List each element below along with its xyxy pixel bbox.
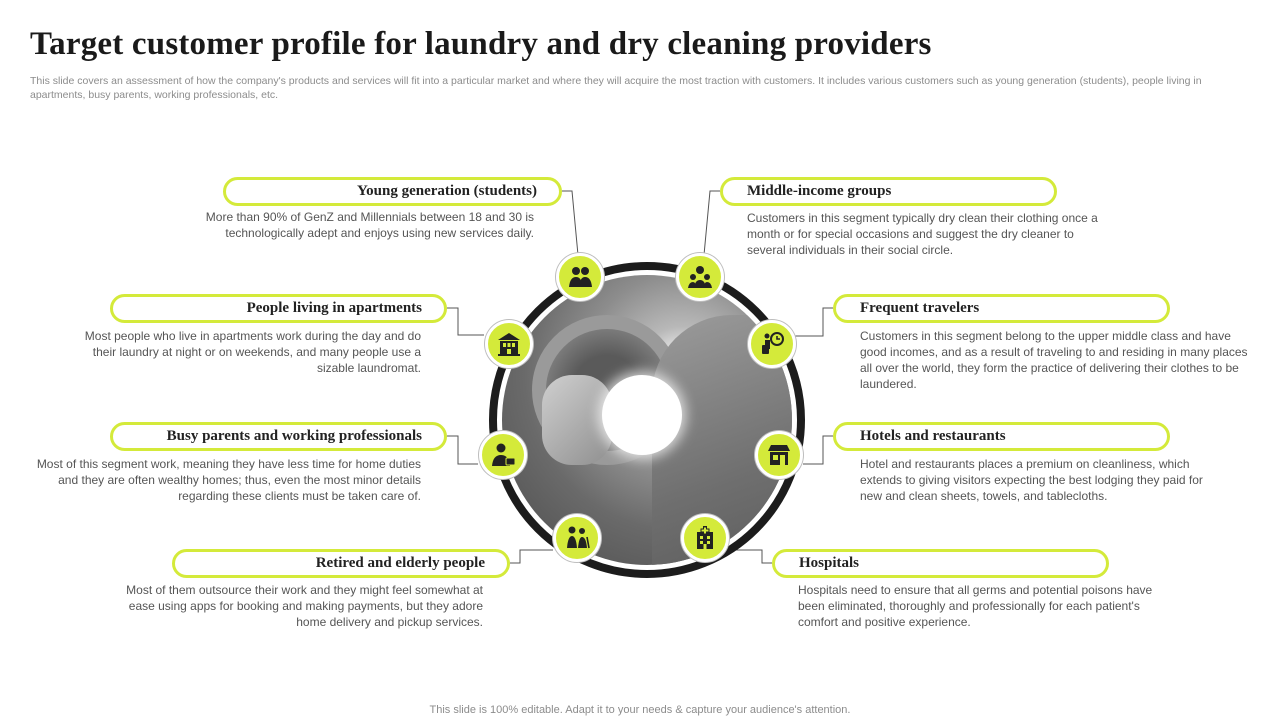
professional-icon xyxy=(479,431,527,479)
slide-footer: This slide is 100% editable. Adapt it to your needs & capture your audience's attention. xyxy=(429,704,851,716)
connector-hotels xyxy=(803,436,833,464)
segment-title-frequent-travelers: Frequent travelers xyxy=(833,294,1170,323)
center-hole xyxy=(602,375,682,455)
connector-parents xyxy=(447,436,478,464)
segment-desc-hotels: Hotel and restaurants places a premium on cleanliness, which extends to giving visitors expecting the best lodging they paid for new and clean sheets, towels, and tablecloths. xyxy=(860,457,1203,503)
connector-middle xyxy=(704,191,720,255)
traveler-icon xyxy=(748,320,796,368)
segment-desc-elderly: Most of them outsource their work and they might feel somewhat at ease using apps for booking and making payments, but they adore home delivery and pickup services. xyxy=(126,583,483,629)
restaurant-icon xyxy=(755,431,803,479)
connector-travelers xyxy=(795,308,833,336)
connector-apartments xyxy=(447,308,484,335)
segment-desc-young-generation: More than 90% of GenZ and Millennials between 18 and 30 is technologically adept and enjoys using new services daily. xyxy=(205,210,534,240)
segment-title-busy-parents: Busy parents and working professionals xyxy=(110,422,447,451)
segment-desc-frequent-travelers: Customers in this segment belong to the upper middle class and have good incomes, and as a result of traveling to and residing in many places all over the world, they form the practice of delivering their clothes to be laundered. xyxy=(860,329,1248,391)
students-icon xyxy=(556,253,604,301)
connector-young xyxy=(562,191,578,255)
segment-desc-hospitals: Hospitals need to ensure that all germs and potential poisons have been eliminated, thoroughly and professionally for each patient's comfort and positive experience. xyxy=(798,583,1153,629)
elderly-people-icon xyxy=(553,514,601,562)
segment-title-hotels: Hotels and restaurants xyxy=(833,422,1170,451)
segment-desc-middle-income: Customers in this segment typically dry clean their clothing once a month or for special occasions and suggest the dry cleaner to several individuals in their social circle. xyxy=(747,211,1098,257)
group-icon xyxy=(676,253,724,301)
segment-desc-apartments: Most people who live in apartments work during the day and do their laundry at night or on weekends, and many people use a sizable laundromat. xyxy=(84,329,421,375)
segment-title-hospitals: Hospitals xyxy=(772,549,1109,578)
slide-subtitle: This slide covers an assessment of how the company's products and services will fit into a particular market and where they will acquire the most traction with customers. It includes various customers such as young generation (students), people living in apartments, busy parents, working professionals, etc. xyxy=(30,75,1202,101)
segment-title-young-generation: Young generation (students) xyxy=(223,177,562,206)
apartment-building-icon xyxy=(485,320,533,368)
hospital-icon xyxy=(681,514,729,562)
segment-title-middle-income: Middle-income groups xyxy=(720,177,1057,206)
segment-title-elderly: Retired and elderly people xyxy=(172,549,510,578)
segment-desc-busy-parents: Most of this segment work, meaning they have less time for home duties and they are often wealthy homes; thus, even the most minor details regarding these clients must be taken care of. xyxy=(36,457,421,503)
slide-title: Target customer profile for laundry and dry cleaning providers xyxy=(30,26,932,62)
connector-elderly xyxy=(510,550,553,563)
segment-title-apartments: People living in apartments xyxy=(110,294,447,323)
